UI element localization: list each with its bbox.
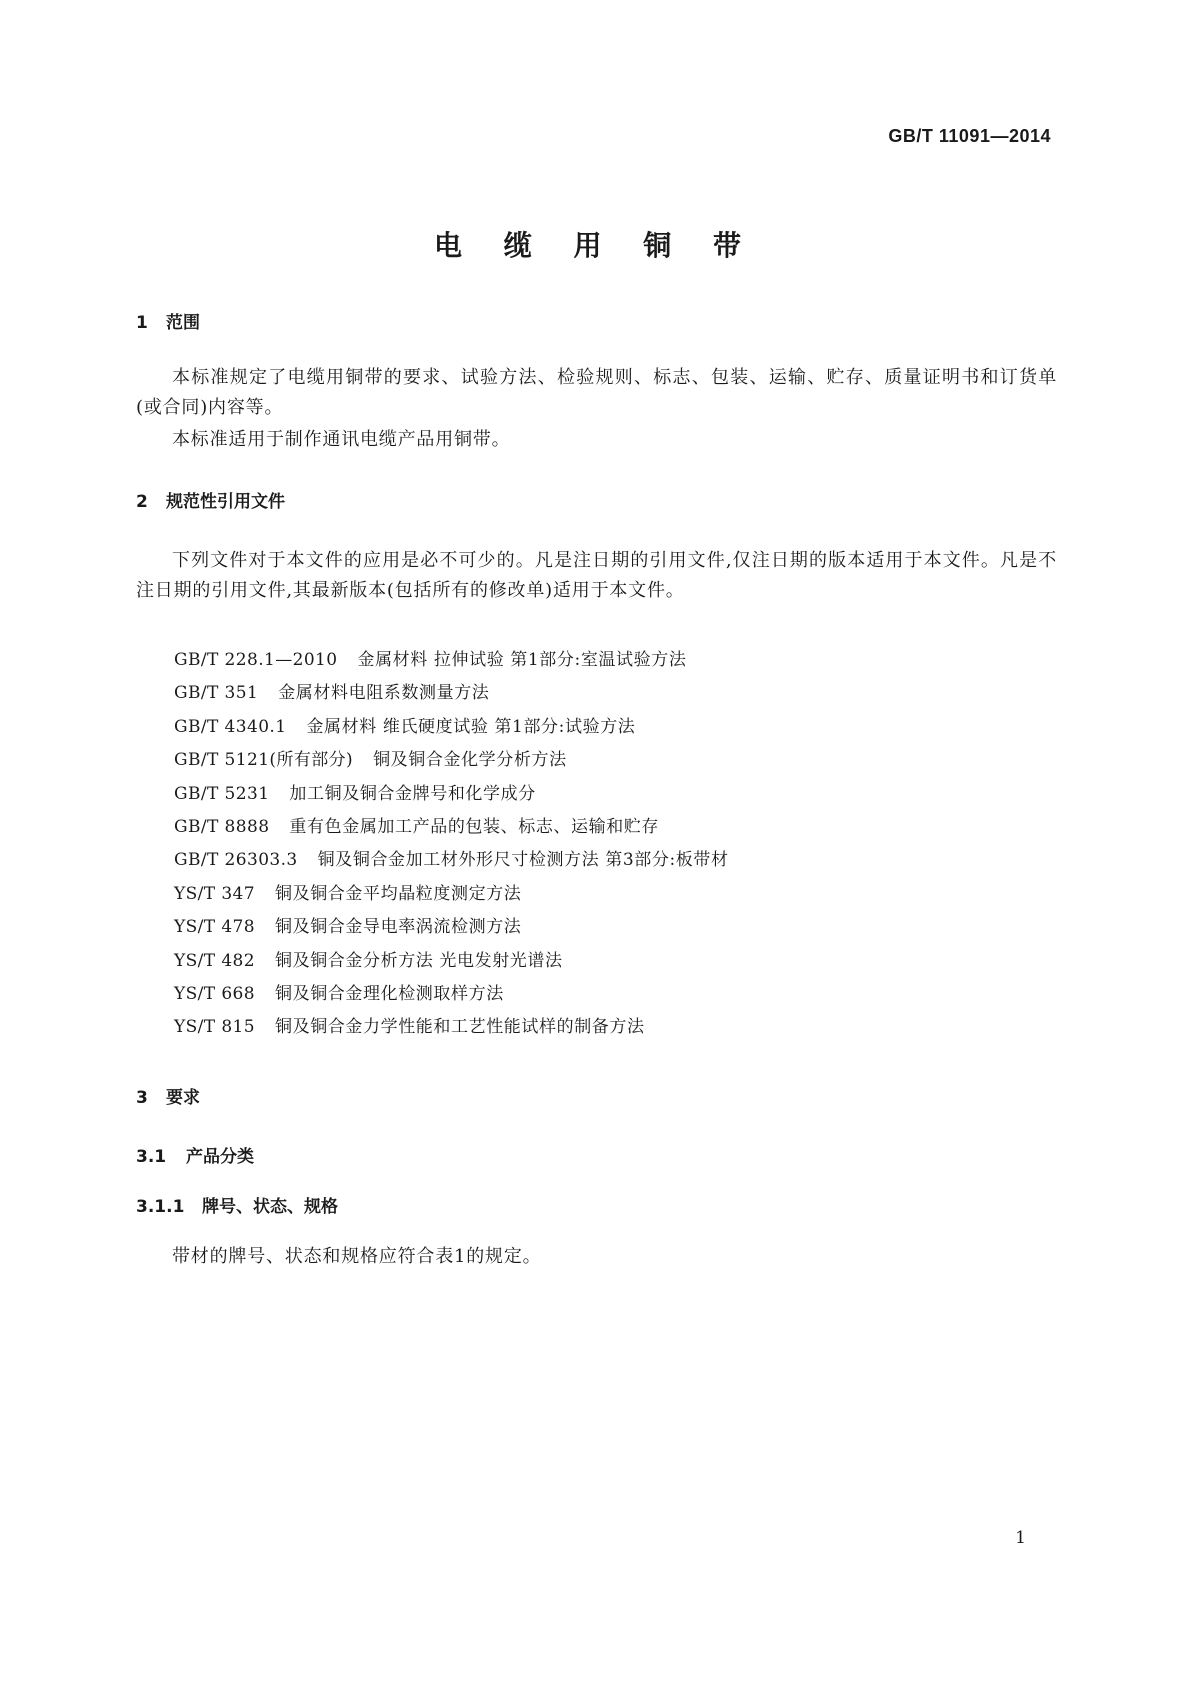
reference-item: [174, 911, 729, 944]
reference-item: [174, 778, 729, 811]
reference-code: YS/T 478: [174, 917, 255, 938]
reference-title: 加工铜及铜合金牌号和化学成分: [289, 783, 536, 804]
reference-code: GB/T 5121(所有部分): [174, 750, 354, 771]
reference-title: 金属材料电阻系数测量方法: [278, 683, 490, 704]
document-title: 电 缆 用 铜 带: [434, 229, 757, 262]
section-number: 1: [136, 313, 148, 333]
section-title: 产品分类: [186, 1147, 254, 1167]
section-title: 规范性引用文件: [166, 492, 285, 512]
section-title: 要求: [166, 1088, 200, 1108]
scope-paragraph-2: 本标准适用于制作通讯电缆产品用铜带。: [172, 429, 511, 450]
page-number: 1: [1015, 1528, 1026, 1548]
reference-title: 铜及铜合金力学性能和工艺性能试样的制备方法: [275, 1017, 645, 1038]
scope-paragraph-1: 本标准规定了电缆用铜带的要求、试验方法、检验规则、标志、包装、运输、贮存、质量证明书和订货单(或合同)内容等。: [136, 367, 1057, 418]
reference-item: [174, 711, 729, 744]
section-3-1-heading: [136, 1142, 254, 1167]
reference-title: 金属材料 拉伸试验 第1部分:室温试验方法: [357, 650, 687, 670]
reference-code: GB/T 8888: [174, 816, 270, 837]
section-3-heading: [136, 1083, 200, 1108]
reference-code: GB/T 228.1—2010: [174, 650, 338, 670]
reference-title: 重有色金属加工产品的包装、标志、运输和贮存: [289, 816, 660, 837]
reference-item: [174, 945, 729, 978]
section-number: 2: [136, 492, 148, 512]
reference-title: 铜及铜合金化学分析方法: [373, 750, 567, 771]
section-number: 3.1: [136, 1147, 167, 1167]
reference-item: [174, 978, 729, 1011]
reference-item: [174, 744, 729, 777]
section-title: 牌号、状态、规格: [202, 1197, 338, 1217]
reference-code: GB/T 4340.1: [174, 716, 287, 737]
reference-code: YS/T 668: [174, 983, 255, 1004]
section-3-1-1-heading: [136, 1192, 338, 1217]
reference-code: YS/T 482: [174, 950, 255, 971]
reference-item: [174, 844, 729, 877]
section-2-heading: [136, 487, 285, 512]
reference-title: 铜及铜合金平均晶粒度测定方法: [275, 883, 522, 904]
reference-code: GB/T 5231: [174, 783, 270, 804]
standard-number: GB/T 11091—2014: [888, 126, 1051, 146]
reference-title: 铜及铜合金加工材外形尺寸检测方法 第3部分:板带材: [317, 850, 729, 871]
reference-title: 金属材料 维氏硬度试验 第1部分:试验方法: [306, 716, 636, 737]
reference-title: 铜及铜合金分析方法 光电发射光谱法: [275, 950, 563, 971]
reference-code: YS/T 815: [174, 1017, 255, 1038]
reference-code: GB/T 351: [174, 683, 259, 704]
grade-temper-paragraph: 带材的牌号、状态和规格应符合表1的规定。: [172, 1246, 542, 1267]
section-number: 3: [136, 1088, 148, 1108]
section-number: 3.1.1: [136, 1197, 185, 1217]
reference-item: [174, 1011, 729, 1044]
reference-title: 铜及铜合金导电率涡流检测方法: [275, 917, 522, 938]
section-title: 范围: [166, 313, 200, 333]
section-1-heading: [136, 308, 200, 333]
reference-item: [174, 811, 729, 844]
reference-code: YS/T 347: [174, 883, 255, 904]
reference-code: GB/T 26303.3: [174, 850, 298, 871]
references-intro: 下列文件对于本文件的应用是必不可少的。凡是注日期的引用文件,仅注日期的版本适用于本文件。凡是不注日期的引用文件,其最新版本(包括所有的修改单)适用于本文件。: [136, 550, 1057, 601]
normative-references-list: [174, 644, 729, 1045]
reference-item: [174, 644, 729, 677]
reference-item: [174, 677, 729, 710]
reference-title: 铜及铜合金理化检测取样方法: [275, 983, 504, 1004]
reference-item: [174, 878, 729, 911]
